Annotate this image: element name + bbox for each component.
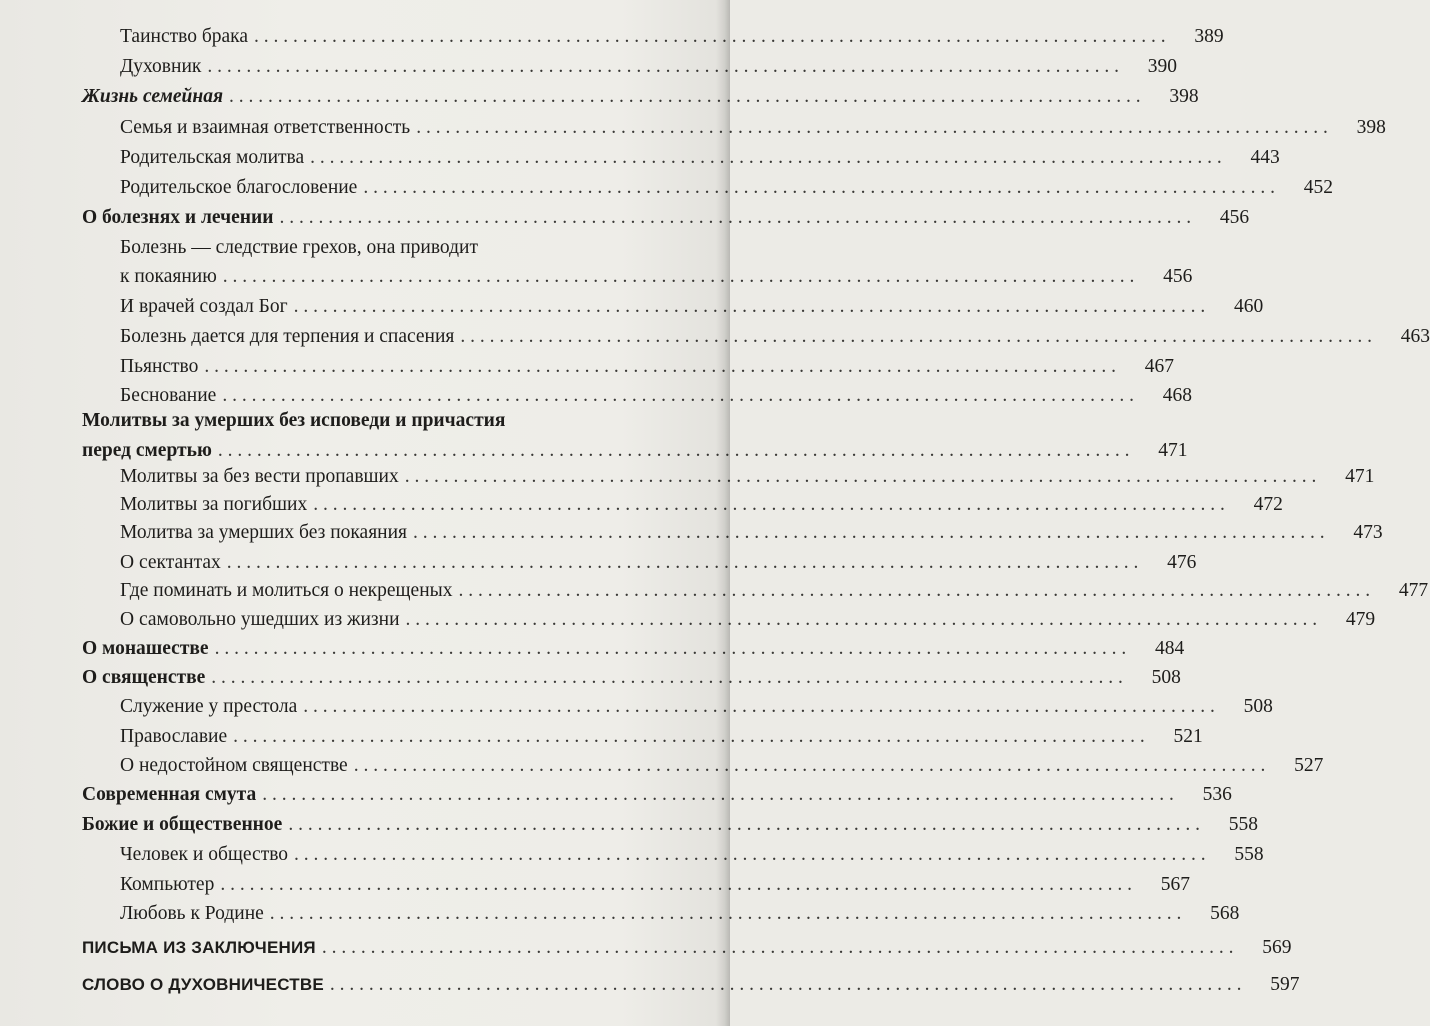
leader-dots [310, 143, 1222, 173]
toc-section-title: Жизнь семейная [82, 86, 224, 107]
toc-entry-title: Молитвы за погибших [120, 494, 308, 515]
toc-entry [0, 143, 1280, 173]
leader-dots [279, 203, 1191, 233]
toc-entry [0, 518, 1383, 548]
leader-dots [223, 262, 1135, 292]
toc-entry-page: 471 [1345, 466, 1375, 487]
toc-entry-page: 521 [1173, 726, 1203, 747]
leader-dots [211, 663, 1123, 693]
toc-entry-title: Родительское благословение [120, 177, 358, 198]
toc-entry-title: Компьютер [120, 874, 215, 895]
toc-entry-page: 460 [1234, 296, 1264, 317]
toc-entry [0, 605, 1376, 635]
toc-entry-page: 467 [1144, 356, 1175, 377]
toc-entry-page: 508 [1151, 667, 1181, 688]
toc-entry-page: 484 [1154, 638, 1185, 659]
toc-section [0, 663, 1181, 693]
leader-dots [207, 52, 1119, 82]
toc-entry-title: Человек и общество [120, 844, 289, 865]
leader-dots [294, 840, 1206, 870]
toc-entry [0, 840, 1264, 870]
toc-section-title: О священстве [82, 667, 206, 688]
toc-entry-title: Семья и взаимная ответственность [120, 117, 411, 138]
toc-entry-page: 558 [1228, 814, 1258, 835]
toc-entry-title: О самовольно ушедших из жизни [120, 609, 400, 630]
toc-entry-page: 473 [1353, 522, 1383, 543]
toc-entry [0, 262, 1193, 292]
toc-section-title: О монашестве [82, 638, 209, 659]
toc-entry [0, 292, 1264, 322]
leader-dots [322, 933, 1234, 963]
toc-entry-page: 468 [1162, 385, 1192, 406]
toc-section [0, 810, 1258, 840]
toc-section [0, 203, 1250, 233]
leader-dots [354, 751, 1266, 781]
toc-section [0, 634, 1185, 664]
leader-dots [254, 22, 1166, 52]
toc-entry [0, 490, 1283, 520]
toc-entry [0, 576, 1429, 606]
leader-dots [459, 576, 1371, 606]
toc-entry-title: Где поминать и молиться о некрещеных [120, 580, 453, 601]
toc-entry-page: 477 [1398, 580, 1429, 601]
toc-entry-title: О недостойном священстве [120, 755, 348, 776]
leader-dots [220, 870, 1132, 900]
toc-entry [0, 462, 1375, 492]
toc-entry-title: Родительская молитва [120, 147, 305, 168]
toc-part-title: ПИСЬМА ИЗ ЗАКЛЮЧЕНИЯ [82, 938, 316, 957]
toc-entry-page: 479 [1345, 609, 1376, 630]
page-edge-shadow [716, 0, 730, 1026]
toc-entry-page: 569 [1262, 937, 1292, 958]
toc-entry [0, 722, 1203, 752]
toc-entry-page: 472 [1253, 494, 1283, 515]
toc-entry-page: 508 [1243, 696, 1273, 717]
leader-dots [460, 322, 1372, 352]
toc-section-title-line1: Молитвы за умерших без исповеди и причастия [82, 410, 506, 431]
toc-entry-page: 567 [1160, 874, 1190, 895]
toc-entry-title: О сектантах [120, 552, 221, 573]
leader-dots [204, 352, 1116, 382]
toc-part-title: СЛОВО О ДУХОВНИЧЕСТВЕ [82, 975, 324, 994]
toc-entry [0, 548, 1197, 578]
toc-entry-title: Молитвы за без вести пропавших [120, 466, 399, 487]
leader-dots [288, 810, 1200, 840]
toc-section [0, 82, 1199, 112]
toc-entry [0, 352, 1175, 382]
toc-section-title: Современная смута [82, 784, 257, 805]
leader-dots [294, 292, 1206, 322]
leader-dots [227, 548, 1139, 578]
toc-section [0, 780, 1232, 810]
leader-dots [233, 722, 1145, 752]
toc-entry-title: к покаянию [120, 266, 217, 287]
toc-entry-title: Болезнь дается для терпения и спасения [120, 326, 455, 347]
toc-entry [0, 113, 1386, 143]
leader-dots [413, 518, 1325, 548]
toc-entry [0, 22, 1224, 52]
toc-entry-title: Духовник [120, 56, 202, 77]
toc-entry-page: 463 [1400, 326, 1430, 347]
toc-entry-page: 390 [1147, 56, 1177, 77]
toc-entry-page: 452 [1303, 177, 1333, 198]
toc-part [0, 933, 1292, 963]
toc-section-title: О болезнях и лечении [82, 207, 274, 228]
leader-dots [303, 692, 1215, 722]
toc-entry-title: Беснование [120, 385, 217, 406]
toc-entry-page: 398 [1169, 86, 1199, 107]
toc-entry-page: 456 [1219, 207, 1250, 228]
toc-entry [0, 322, 1430, 352]
toc-entry [0, 751, 1324, 781]
toc-entry-title: Служение у престола [120, 696, 298, 717]
toc-entry-page: 527 [1294, 755, 1324, 776]
leader-dots [330, 970, 1242, 1000]
toc-entry-title: Православие [120, 726, 228, 747]
toc-part [0, 970, 1300, 1000]
toc-entry-page: 558 [1234, 844, 1264, 865]
toc-entry-title: Пьянство [120, 356, 199, 377]
toc-entry-page: 389 [1194, 26, 1224, 47]
toc-entry-page: 597 [1270, 974, 1300, 995]
toc-entry [0, 692, 1273, 722]
toc-entry-page: 456 [1163, 266, 1193, 287]
toc-entry-title: И врачей создал Бог [120, 296, 288, 317]
toc-entry-title: Таинство брака [120, 26, 248, 47]
toc-section-title: перед смертью [82, 440, 212, 461]
leader-dots [406, 605, 1318, 635]
toc-entry-page: 476 [1167, 552, 1197, 573]
leader-dots [405, 462, 1317, 492]
toc-entry-page: 568 [1210, 903, 1240, 924]
toc-entry [0, 870, 1190, 900]
leader-dots [313, 490, 1225, 520]
toc-section-title: Божие и общественное [82, 814, 283, 835]
toc-entry-page: 536 [1202, 784, 1232, 805]
toc-entry [0, 899, 1240, 929]
toc-entry [0, 52, 1177, 82]
toc-entry-title: Молитва за умерших без покаяния [120, 522, 408, 543]
leader-dots [215, 634, 1127, 664]
toc-entry-page: 443 [1250, 147, 1280, 168]
toc-entry-page: 398 [1356, 117, 1386, 138]
leader-dots [363, 173, 1275, 203]
toc-entry-title-line1: Болезнь — следствие грехов, она приводит [120, 237, 478, 258]
toc-entry-page: 471 [1158, 440, 1188, 461]
toc-entry [0, 173, 1333, 203]
toc-entry-title: Любовь к Родине [120, 903, 264, 924]
leader-dots [229, 82, 1141, 112]
leader-dots [416, 113, 1328, 143]
